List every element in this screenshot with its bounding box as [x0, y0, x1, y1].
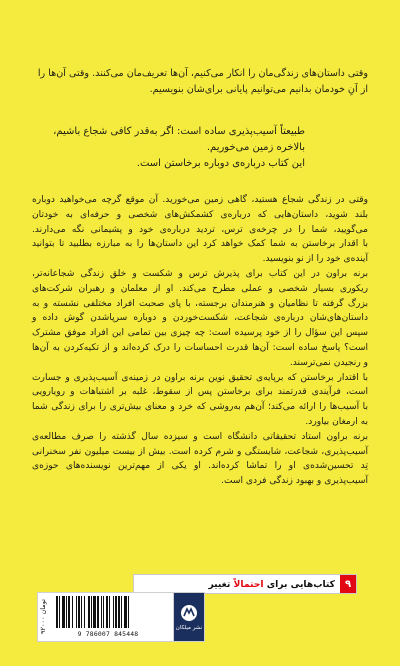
- series-label-text: کتاب‌هایی برای احتمالاً تغییر: [208, 578, 335, 590]
- body-line: است، فرآیندی قدرتمند برای برخاستن پس از سقوط، غلبه بر اشتباهات و رویارویی: [32, 387, 368, 398]
- barcode-bars-icon: [54, 596, 162, 630]
- body-line: بزرگ گرفته تا نظامیان و هنرمندان برجسته، با پای صحبت افراد مختلفی نشسته و به: [32, 298, 368, 309]
- body-line: برنه براون در این کتاب برای پذیرش ترس و شکست و خلق زندگی شجاعانه‌تر،: [32, 268, 368, 279]
- publisher-logo: [173, 592, 205, 642]
- body-line: برنه براون استاد تحقیقاتی دانشگاه است و سیزده سال گذشته را صرف مطالعه‌ی: [32, 431, 368, 442]
- body-line: آسیب‌پذیری، شجاعت، شایستگی و شرم کرده است. بیش از بیست میلیون نفر سخنرانی: [32, 446, 368, 457]
- body-line: تِد تحسین‌شده‌ی او را تماشا کرده‌اند. او یکی از مهم‌ترین نویسنده‌های حوزه‌ی: [32, 461, 368, 472]
- barcode-number: 9 786007 845448: [77, 630, 139, 638]
- body-paragraph: [32, 430, 368, 489]
- body-line: و رنجیدن نمی‌ترسند.: [289, 357, 368, 368]
- publisher-name: نشر میلکان: [175, 624, 203, 631]
- body-line: است؟ پاسخ ساده است: آن‌ها قدرت احساسات را درک کرده‌اند و از تکیه‌کردن به آن‌ها: [32, 342, 368, 353]
- series-label: [133, 574, 357, 594]
- body-line: وقتی در زندگی شجاع هستید، گاهی زمین می‌خورید. آن موقع گرچه می‌خواهید دوباره: [32, 195, 368, 205]
- body-line: می‌گویید، شما را در چرخه‌ی ترس، تردید درباره‌ی خود و پشیمانی نگه می‌دارند.: [32, 224, 368, 235]
- body-line: با آسیب‌ها را ارائه می‌کند؛ آن‌هم به‌روشی که خرد و معنای بیش‌تری را برای زندگی شما: [32, 402, 368, 413]
- price-label: ۹۲۰۰۰ تومان: [39, 599, 47, 635]
- body-line: بلند شوید، داستان‌هایی که درباره‌ی کشمکش‌های شخصی و حرفه‌ای به خودتان: [32, 209, 368, 220]
- description-body: [32, 193, 368, 489]
- intro-paragraph: [32, 66, 368, 98]
- body-line: با اقدار برخاستن به شما کمک خواهد کرد این داستان‌ها را به مبارزه بطلبید تا بتوانید: [32, 239, 368, 250]
- body-line: داستان‌های‌شان درباره‌ی شجاعت، شکست‌خوردن و دوباره سرپاشدن گوش داده و: [32, 313, 368, 324]
- body-line: آسیب‌پذیری و بهبود زندگی فردی است.: [221, 476, 368, 487]
- quote-line: بالاخره زمین می‌خوریم.: [206, 142, 305, 153]
- body-line: سپس این سؤال را از خود پرسیده است: چه چیزی بین تمامی این افراد موفق مشترک: [32, 328, 368, 339]
- quote-line: طبیعتاً آسیب‌پذیری ساده است: اگر به‌قدر کافی شجاع باشیم،: [53, 126, 305, 137]
- quote-block: [53, 124, 305, 172]
- publisher-logo-icon: [180, 604, 198, 622]
- intro-line: از آنِ خودمان بدانیم می‌توانیم پایانی برای‌شان بنویسیم.: [149, 84, 368, 95]
- body-paragraph: [32, 267, 368, 371]
- body-paragraph: [32, 193, 368, 267]
- intro-line: وقتی داستان‌های زندگی‌مان را انکار می‌کنیم، آن‌ها تعریف‌مان می‌کنند. وقتی آن‌ها را: [37, 68, 368, 79]
- barcode: [37, 592, 175, 642]
- series-number-badge: ۹: [340, 575, 356, 593]
- body-line: ریکوری بسیار شخصی و عملی مطرح می‌کند. او از معلمان و رهبران شرکت‌های: [32, 283, 368, 294]
- body-line: آینده‌ی خود را از نو بنویسید.: [262, 254, 368, 265]
- quote-line: این کتاب درباره‌ی دوباره برخاستن است.: [136, 158, 305, 169]
- body-line: به ارمغان بیاورد.: [305, 416, 368, 427]
- body-paragraph: [32, 371, 368, 430]
- body-line: با اقتدار برخاستن که برپایه‌ی تحقیق نوین برنه براون در زمینه‌ی آسیب‌پذیری و جسارت: [32, 372, 368, 383]
